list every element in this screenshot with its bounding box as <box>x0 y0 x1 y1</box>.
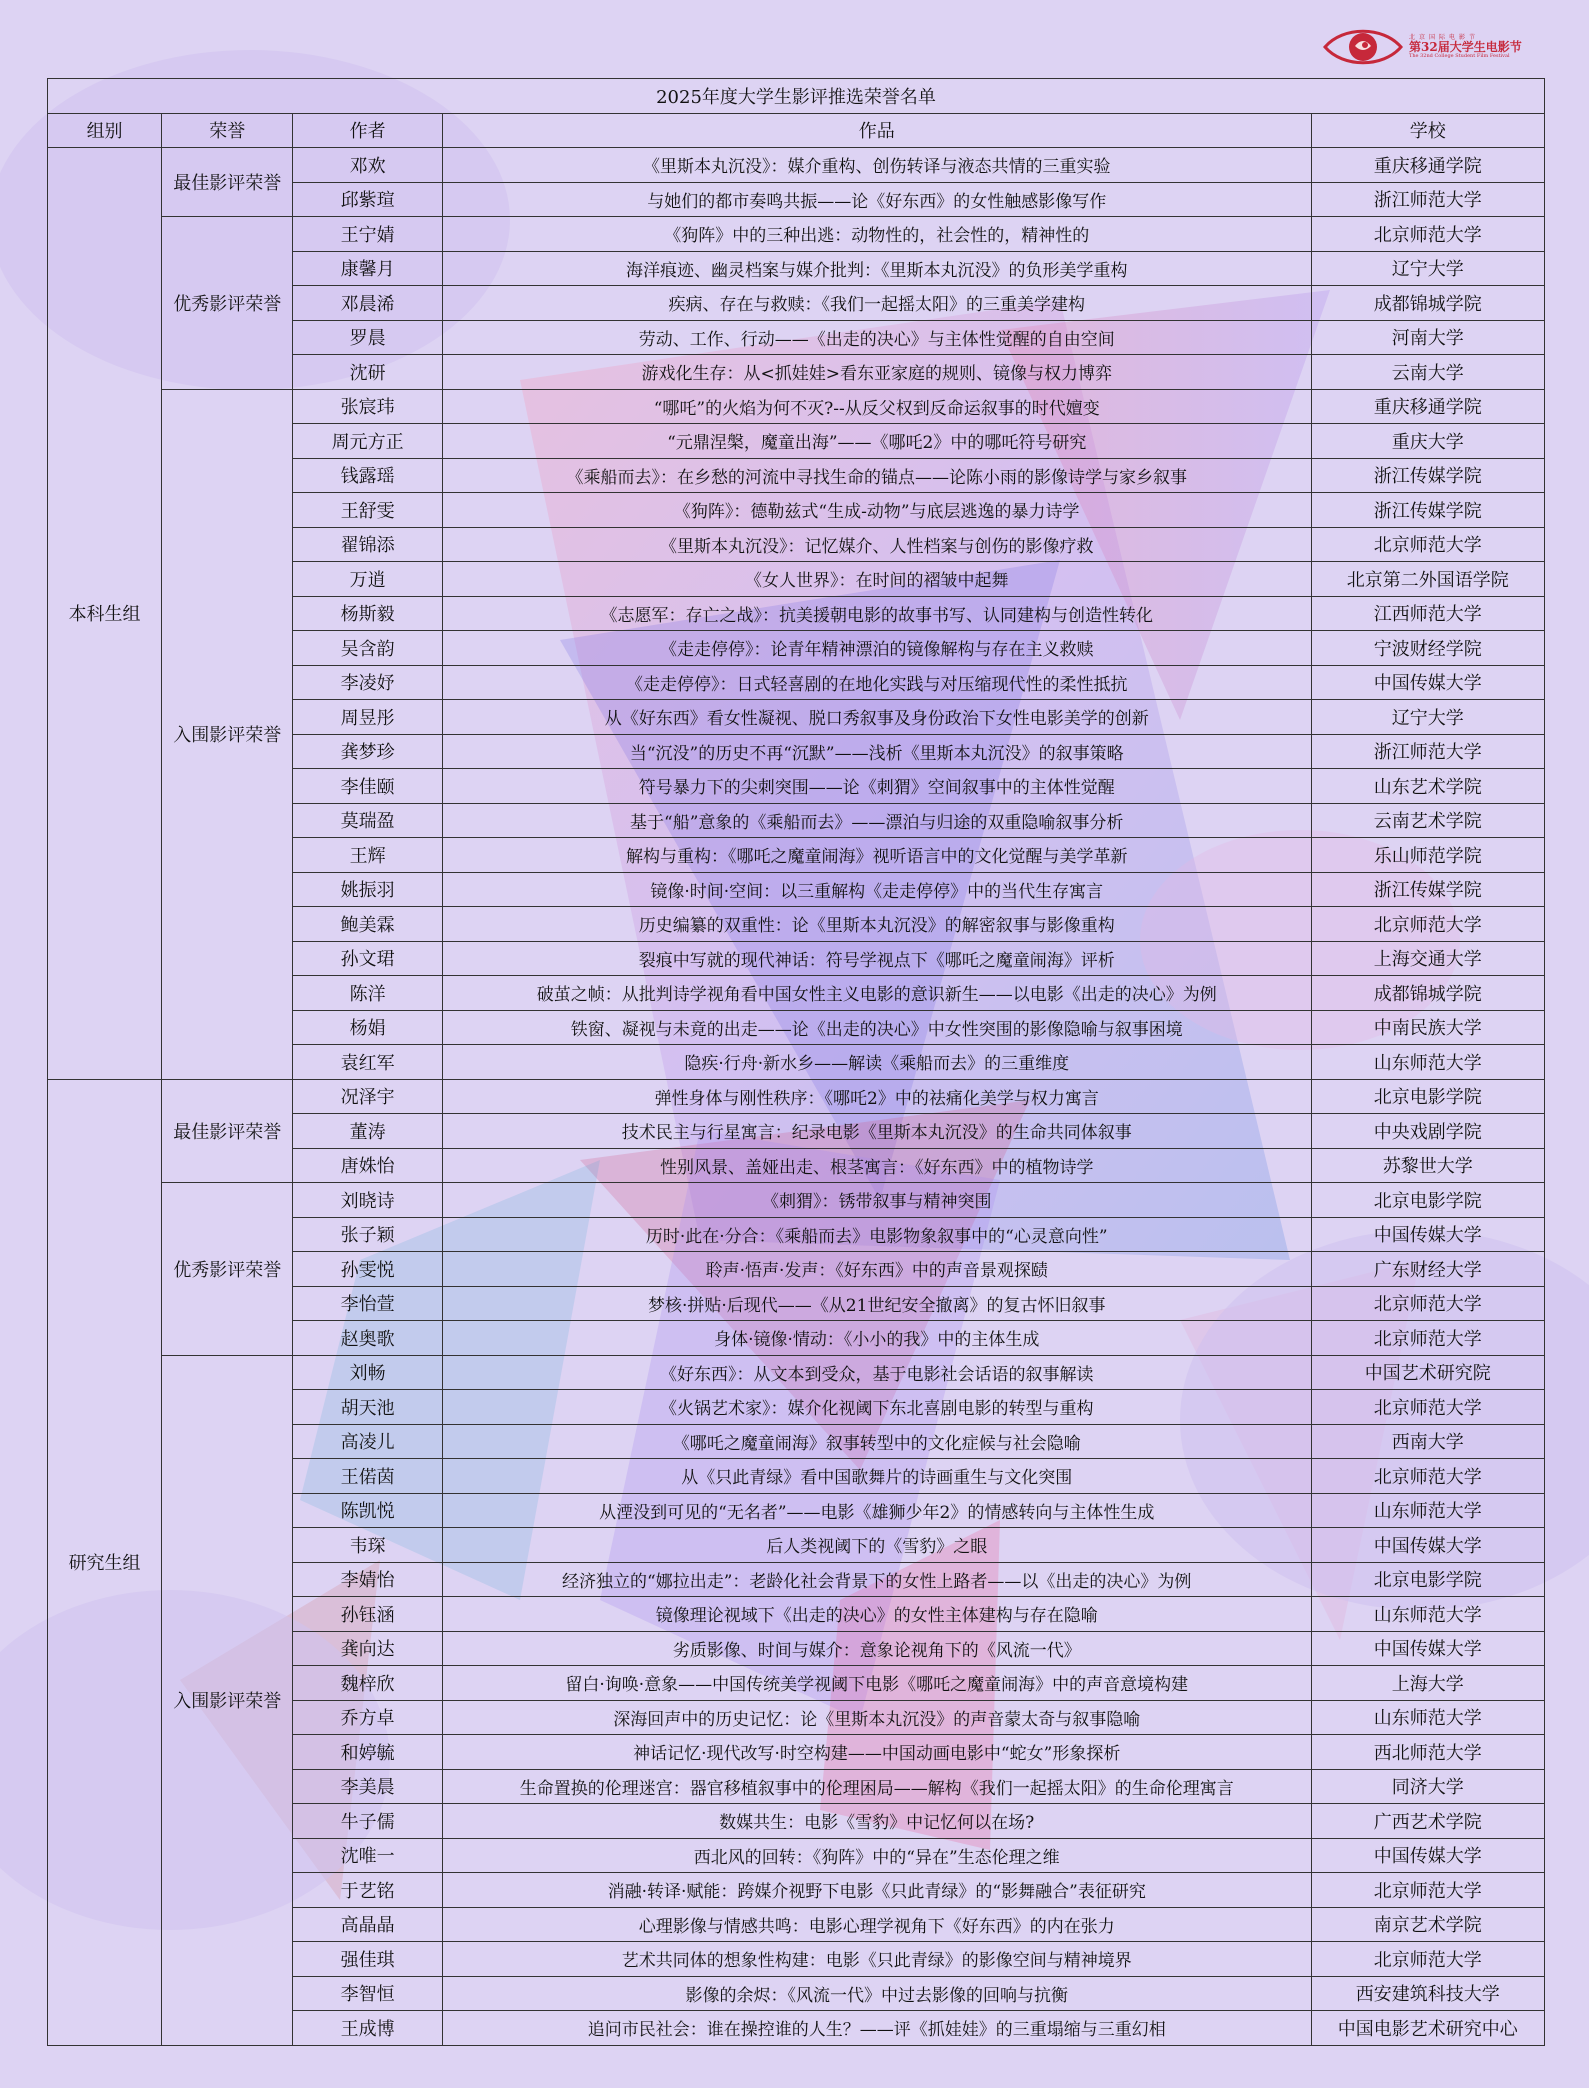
school-cell: 辽宁大学 <box>1311 700 1544 735</box>
school-cell: 广西艺术学院 <box>1311 1804 1544 1839</box>
school-cell: 北京师范大学 <box>1311 1390 1544 1425</box>
author-cell: 王舒雯 <box>293 493 442 528</box>
school-cell: 浙江师范大学 <box>1311 734 1544 769</box>
author-cell: 吴含韵 <box>293 631 442 666</box>
author-cell: 翟锦添 <box>293 527 442 562</box>
author-cell: 胡天池 <box>293 1390 442 1425</box>
author-cell: 高晶晶 <box>293 1907 442 1942</box>
school-cell: 上海交通大学 <box>1311 941 1544 976</box>
author-cell: 李怡萱 <box>293 1286 442 1321</box>
work-cell: 梦核·拼贴·后现代——《从21世纪安全撤离》的复古怀旧叙事 <box>442 1286 1311 1321</box>
author-cell: 李佳颐 <box>293 769 442 804</box>
honor-roster-table <box>47 78 1545 2046</box>
school-cell: 北京师范大学 <box>1311 527 1544 562</box>
author-cell: 钱露瑶 <box>293 458 442 493</box>
work-cell: “哪吒”的火焰为何不灭?--从反父权到反命运叙事的时代嬗变 <box>442 389 1311 424</box>
school-cell: 上海大学 <box>1311 1666 1544 1701</box>
school-cell: 山东师范大学 <box>1311 1045 1544 1080</box>
school-cell: 江西师范大学 <box>1311 596 1544 631</box>
work-cell: 《里斯本丸沉没》：记忆媒介、人性档案与创伤的影像疗救 <box>442 527 1311 562</box>
work-cell: 从湮没到可见的“无名者”——电影《雄狮少年2》的情感转向与主体性生成 <box>442 1493 1311 1528</box>
author-cell: 邓晨浠 <box>293 286 442 321</box>
author-cell: 张子颖 <box>293 1217 442 1252</box>
work-cell: 弹性身体与刚性秩序：《哪吒2》中的祛痛化美学与权力寓言 <box>442 1079 1311 1114</box>
school-cell: 同济大学 <box>1311 1769 1544 1804</box>
table-row <box>48 217 1545 252</box>
table-row <box>48 1355 1545 1390</box>
author-cell: 周元方正 <box>293 424 442 459</box>
work-cell: 聆声·悟声·发声：《好东西》中的声音景观探赜 <box>442 1252 1311 1287</box>
author-cell: 李凌妤 <box>293 665 442 700</box>
author-cell: 沈研 <box>293 355 442 390</box>
work-cell: 从《好东西》看女性凝视、脱口秀叙事及身份政治下女性电影美学的创新 <box>442 700 1311 735</box>
roster-body <box>48 148 1545 2046</box>
author-cell: 强佳琪 <box>293 1942 442 1977</box>
author-cell: 王偌茵 <box>293 1459 442 1494</box>
school-cell: 苏黎世大学 <box>1311 1148 1544 1183</box>
school-cell: 重庆移通学院 <box>1311 148 1544 183</box>
school-cell: 中国传媒大学 <box>1311 1631 1544 1666</box>
honor-cell: 入围影评荣誉 <box>162 389 293 1079</box>
school-cell: 北京师范大学 <box>1311 907 1544 942</box>
work-cell: 西北风的回转：《狗阵》中的“异在”生态伦理之维 <box>442 1838 1311 1873</box>
author-cell: 陈洋 <box>293 976 442 1011</box>
author-cell: 罗晨 <box>293 320 442 355</box>
school-cell: 北京师范大学 <box>1311 1321 1544 1356</box>
school-cell: 河南大学 <box>1311 320 1544 355</box>
school-cell: 中南民族大学 <box>1311 1010 1544 1045</box>
document-title: 2025年度大学生影评推选荣誉名单 <box>48 79 1545 114</box>
school-cell: 乐山师范学院 <box>1311 838 1544 873</box>
work-cell: 镜像理论视域下《出走的决心》的女性主体建构与存在隐喻 <box>442 1597 1311 1632</box>
work-cell: 《狗阵》：德勒兹式“生成-动物”与底层逃逸的暴力诗学 <box>442 493 1311 528</box>
school-cell: 重庆移通学院 <box>1311 389 1544 424</box>
work-cell: 心理影像与情感共鸣：电影心理学视角下《好东西》的内在张力 <box>442 1907 1311 1942</box>
school-cell: 成都锦城学院 <box>1311 976 1544 1011</box>
work-cell: 符号暴力下的尖刺突围——论《刺猬》空间叙事中的主体性觉醒 <box>442 769 1311 804</box>
author-cell: 刘畅 <box>293 1355 442 1390</box>
work-cell: 劳动、工作、行动——《出走的决心》与主体性觉醒的自由空间 <box>442 320 1311 355</box>
festival-org-line: 北京国际电影节 <box>1409 33 1480 41</box>
school-cell: 北京师范大学 <box>1311 217 1544 252</box>
work-cell: 隐疾·行舟·新水乡——解读《乘船而去》的三重维度 <box>442 1045 1311 1080</box>
work-cell: 《走走停停》：日式轻喜剧的在地化实践与对压缩现代性的柔性抵抗 <box>442 665 1311 700</box>
author-cell: 和婷毓 <box>293 1735 442 1770</box>
school-cell: 中国传媒大学 <box>1311 1528 1544 1563</box>
author-cell: 韦琛 <box>293 1528 442 1563</box>
school-cell: 西南大学 <box>1311 1424 1544 1459</box>
school-cell: 北京电影学院 <box>1311 1079 1544 1114</box>
author-cell: 鲍美霖 <box>293 907 442 942</box>
work-cell: 海洋痕迹、幽灵档案与媒介批判：《里斯本丸沉没》的负形美学重构 <box>442 251 1311 286</box>
school-cell: 北京师范大学 <box>1311 1942 1544 1977</box>
honor-cell: 优秀影评荣誉 <box>162 217 293 390</box>
school-cell: 北京电影学院 <box>1311 1562 1544 1597</box>
school-cell: 广东财经大学 <box>1311 1252 1544 1287</box>
author-cell: 李智恒 <box>293 1976 442 2011</box>
work-cell: 从《只此青绿》看中国歌舞片的诗画重生与文化突围 <box>442 1459 1311 1494</box>
school-cell: 宁波财经学院 <box>1311 631 1544 666</box>
work-cell: 《里斯本丸沉没》：媒介重构、创伤转译与液态共情的三重实验 <box>442 148 1311 183</box>
group-cell: 本科生组 <box>48 148 162 1080</box>
author-cell: 牛子儒 <box>293 1804 442 1839</box>
work-cell: 历时·此在·分合：《乘船而去》电影物象叙事中的“心灵意向性” <box>442 1217 1311 1252</box>
school-cell: 成都锦城学院 <box>1311 286 1544 321</box>
work-cell: 镜像·时间·空间：以三重解构《走走停停》中的当代生存寓言 <box>442 872 1311 907</box>
author-cell: 魏梓欣 <box>293 1666 442 1701</box>
author-cell: 于艺铭 <box>293 1873 442 1908</box>
author-cell: 姚振羽 <box>293 872 442 907</box>
table-row <box>48 1079 1545 1114</box>
work-cell: “元鼎涅槃，魔童出海”——《哪吒2》中的哪吒符号研究 <box>442 424 1311 459</box>
school-cell: 山东师范大学 <box>1311 1493 1544 1528</box>
festival-eye-logo-icon <box>1321 24 1405 70</box>
school-cell: 辽宁大学 <box>1311 251 1544 286</box>
work-cell: 后人类视阈下的《雪豹》之眼 <box>442 1528 1311 1563</box>
table-row <box>48 148 1545 183</box>
school-cell: 山东师范大学 <box>1311 1597 1544 1632</box>
school-cell: 西北师范大学 <box>1311 1735 1544 1770</box>
work-cell: 身体·镜像·情动：《小小的我》中的主体生成 <box>442 1321 1311 1356</box>
column-header-group: 组别 <box>48 113 162 148</box>
author-cell: 李美晨 <box>293 1769 442 1804</box>
work-cell: 裂痕中写就的现代神话：符号学视点下《哪吒之魔童闹海》评析 <box>442 941 1311 976</box>
school-cell: 浙江师范大学 <box>1311 182 1544 217</box>
work-cell: 《女人世界》：在时间的褶皱中起舞 <box>442 562 1311 597</box>
author-cell: 董涛 <box>293 1114 442 1149</box>
school-cell: 西安建筑科技大学 <box>1311 1976 1544 2011</box>
school-cell: 浙江传媒学院 <box>1311 872 1544 907</box>
author-cell: 张宸玮 <box>293 389 442 424</box>
festival-english-name: The 32nd College Student Film Festival <box>1409 52 1510 59</box>
work-cell: 《志愿军：存亡之战》：抗美援朝电影的故事书写、认同建构与创造性转化 <box>442 596 1311 631</box>
work-cell: 疾病、存在与救赎：《我们一起摇太阳》的三重美学建构 <box>442 286 1311 321</box>
school-cell: 南京艺术学院 <box>1311 1907 1544 1942</box>
school-cell: 中国艺术研究院 <box>1311 1355 1544 1390</box>
work-cell: 艺术共同体的想象性构建：电影《只此青绿》的影像空间与精神境界 <box>442 1942 1311 1977</box>
author-cell: 莫瑞盈 <box>293 803 442 838</box>
work-cell: 影像的余烬：《风流一代》中过去影像的回响与抗衡 <box>442 1976 1311 2011</box>
work-cell: 历史编纂的双重性：论《里斯本丸沉没》的解密叙事与影像重构 <box>442 907 1311 942</box>
work-cell: 追问市民社会：谁在操控谁的人生？——评《抓娃娃》的三重塌缩与三重幻相 <box>442 2011 1311 2046</box>
work-cell: 《刺猬》：锈带叙事与精神突围 <box>442 1183 1311 1218</box>
school-cell: 中国传媒大学 <box>1311 1217 1544 1252</box>
work-cell: 劣质影像、时间与媒介：意象论视角下的《风流一代》 <box>442 1631 1311 1666</box>
author-cell: 唐姝怡 <box>293 1148 442 1183</box>
author-cell: 高凌儿 <box>293 1424 442 1459</box>
festival-logo <box>1321 24 1541 70</box>
author-cell: 杨斯毅 <box>293 596 442 631</box>
author-cell: 王辉 <box>293 838 442 873</box>
school-cell: 中央戏剧学院 <box>1311 1114 1544 1149</box>
author-cell: 沈唯一 <box>293 1838 442 1873</box>
school-cell: 山东艺术学院 <box>1311 769 1544 804</box>
author-cell: 孙钰涵 <box>293 1597 442 1632</box>
school-cell: 中国电影艺术研究中心 <box>1311 2011 1544 2046</box>
honor-cell: 最佳影评荣誉 <box>162 1079 293 1183</box>
work-cell: 当“沉没”的历史不再“沉默”——浅析《里斯本丸沉没》的叙事策略 <box>442 734 1311 769</box>
school-cell: 浙江传媒学院 <box>1311 493 1544 528</box>
work-cell: 留白·询唤·意象——中国传统美学视阈下电影《哪吒之魔童闹海》中的声音意境构建 <box>442 1666 1311 1701</box>
work-cell: 游戏化生存：从<抓娃娃>看东亚家庭的规则、镜像与权力博弈 <box>442 355 1311 390</box>
author-cell: 孙文珺 <box>293 941 442 976</box>
author-cell: 龚向达 <box>293 1631 442 1666</box>
author-cell: 刘晓诗 <box>293 1183 442 1218</box>
column-header-author: 作者 <box>293 113 442 148</box>
work-cell: 深海回声中的历史记忆：论《里斯本丸沉没》的声音蒙太奇与叙事隐喻 <box>442 1700 1311 1735</box>
school-cell: 云南大学 <box>1311 355 1544 390</box>
author-cell: 陈凯悦 <box>293 1493 442 1528</box>
table-row <box>48 389 1545 424</box>
author-cell: 邱紫瑄 <box>293 182 442 217</box>
work-cell: 《狗阵》中的三种出逃：动物性的，社会性的，精神性的 <box>442 217 1311 252</box>
school-cell: 云南艺术学院 <box>1311 803 1544 838</box>
festival-name: 第32届大学生电影节 <box>1409 40 1522 55</box>
work-cell: 基于“船”意象的《乘船而去》——漂泊与归途的双重隐喻叙事分析 <box>442 803 1311 838</box>
author-cell: 乔方卓 <box>293 1700 442 1735</box>
work-cell: 破茧之帧：从批判诗学视角看中国女性主义电影的意识新生——以电影《出走的决心》为例 <box>442 976 1311 1011</box>
author-cell: 王成博 <box>293 2011 442 2046</box>
column-header-school: 学校 <box>1311 113 1544 148</box>
school-cell: 北京第二外国语学院 <box>1311 562 1544 597</box>
work-cell: 技术民主与行星寓言：纪录电影《里斯本丸沉没》的生命共同体叙事 <box>442 1114 1311 1149</box>
work-cell: 与她们的都市奏鸣共振——论《好东西》的女性触感影像写作 <box>442 182 1311 217</box>
author-cell: 周昱彤 <box>293 700 442 735</box>
author-cell: 万逍 <box>293 562 442 597</box>
work-cell: 《好东西》：从文本到受众，基于电影社会话语的叙事解读 <box>442 1355 1311 1390</box>
work-cell: 数媒共生：电影《雪豹》中记忆何以在场? <box>442 1804 1311 1839</box>
work-cell: 铁窗、凝视与未竟的出走——论《出走的决心》中女性突围的影像隐喻与叙事困境 <box>442 1010 1311 1045</box>
author-cell: 李婧怡 <box>293 1562 442 1597</box>
school-cell: 山东师范大学 <box>1311 1700 1544 1735</box>
author-cell: 杨娟 <box>293 1010 442 1045</box>
column-header-work: 作品 <box>442 113 1311 148</box>
column-header-honor: 荣誉 <box>162 113 293 148</box>
author-cell: 孙雯悦 <box>293 1252 442 1287</box>
school-cell: 重庆大学 <box>1311 424 1544 459</box>
school-cell: 北京师范大学 <box>1311 1286 1544 1321</box>
author-cell: 邓欢 <box>293 148 442 183</box>
work-cell: 《乘船而去》：在乡愁的河流中寻找生命的锚点——论陈小雨的影像诗学与家乡叙事 <box>442 458 1311 493</box>
work-cell: 《火锅艺术家》：媒介化视阈下东北喜剧电影的转型与重构 <box>442 1390 1311 1425</box>
author-cell: 王宁婧 <box>293 217 442 252</box>
author-cell: 康馨月 <box>293 251 442 286</box>
school-cell: 北京师范大学 <box>1311 1873 1544 1908</box>
school-cell: 中国传媒大学 <box>1311 665 1544 700</box>
author-cell: 袁红军 <box>293 1045 442 1080</box>
work-cell: 解构与重构：《哪吒之魔童闹海》视听语言中的文化觉醒与美学革新 <box>442 838 1311 873</box>
work-cell: 性别风景、盖娅出走、根茎寓言：《好东西》中的植物诗学 <box>442 1148 1311 1183</box>
work-cell: 生命置换的伦理迷宫：器官移植叙事中的伦理困局——解构《我们一起摇太阳》的生命伦理寓言 <box>442 1769 1311 1804</box>
table-row <box>48 1183 1545 1218</box>
work-cell: 消融·转译·赋能：跨媒介视野下电影《只此青绿》的“影舞融合”表征研究 <box>442 1873 1311 1908</box>
group-cell: 研究生组 <box>48 1079 162 2045</box>
school-cell: 浙江传媒学院 <box>1311 458 1544 493</box>
honor-cell: 最佳影评荣誉 <box>162 148 293 217</box>
school-cell: 北京电影学院 <box>1311 1183 1544 1218</box>
header-row <box>48 113 1545 148</box>
author-cell: 况泽宇 <box>293 1079 442 1114</box>
honor-cell: 入围影评荣誉 <box>162 1355 293 2045</box>
author-cell: 龚梦珍 <box>293 734 442 769</box>
author-cell: 赵奥歌 <box>293 1321 442 1356</box>
work-cell: 神话记忆·现代改写·时空构建——中国动画电影中“蛇女”形象探析 <box>442 1735 1311 1770</box>
school-cell: 北京师范大学 <box>1311 1459 1544 1494</box>
work-cell: 《哪吒之魔童闹海》叙事转型中的文化症候与社会隐喻 <box>442 1424 1311 1459</box>
honor-cell: 优秀影评荣誉 <box>162 1183 293 1356</box>
work-cell: 《走走停停》：论青年精神漂泊的镜像解构与存在主义救赎 <box>442 631 1311 666</box>
work-cell: 经济独立的“娜拉出走”：老龄化社会背景下的女性上路者——以《出走的决心》为例 <box>442 1562 1311 1597</box>
school-cell: 中国传媒大学 <box>1311 1838 1544 1873</box>
